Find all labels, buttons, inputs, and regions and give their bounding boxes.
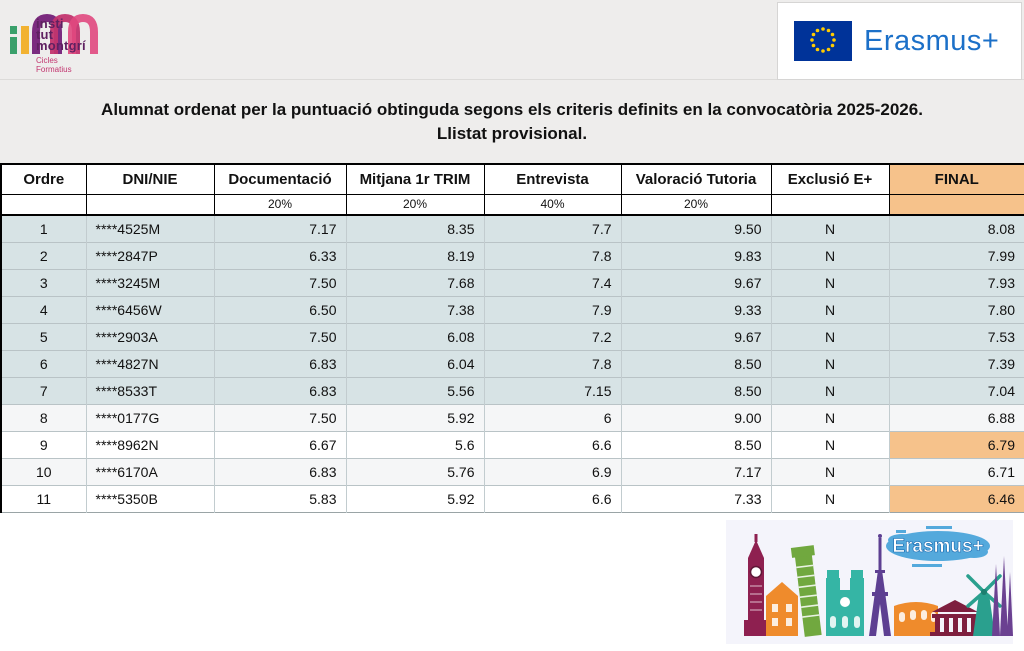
table-cell: N — [771, 404, 889, 431]
table-cell: 7.50 — [214, 323, 346, 350]
weight-cell — [771, 194, 889, 215]
table-cell: 8.50 — [621, 350, 771, 377]
weights-row — [1, 194, 1024, 215]
table-cell: ****3245M — [86, 269, 214, 296]
skyline-icon — [726, 520, 1013, 644]
table-cell: ****2903A — [86, 323, 214, 350]
school-name: insti tut montgrí — [36, 16, 86, 53]
table-body — [1, 215, 1024, 512]
col-header-mitjana: Mitjana 1r TRIM — [346, 164, 484, 194]
table-cell: ****4525M — [86, 215, 214, 242]
table-cell: 8.50 — [621, 377, 771, 404]
page-header — [0, 0, 1024, 163]
table-cell: N — [771, 377, 889, 404]
table-cell: 9.67 — [621, 269, 771, 296]
table-cell: ****8533T — [86, 377, 214, 404]
table-cell: 6.04 — [346, 350, 484, 377]
table-cell: 7.38 — [346, 296, 484, 323]
col-header-final: FINAL — [889, 164, 1024, 194]
table-cell: 5.92 — [346, 404, 484, 431]
table-cell: 9.00 — [621, 404, 771, 431]
table-cell: 7.9 — [484, 296, 621, 323]
table-cell: 6 — [484, 404, 621, 431]
table-cell: N — [771, 296, 889, 323]
table-cell: N — [771, 215, 889, 242]
table-cell: 7.15 — [484, 377, 621, 404]
table-cell: ****6456W — [86, 296, 214, 323]
table-cell: 6.79 — [889, 431, 1024, 458]
institut-montgri-logo — [6, 6, 126, 76]
table-cell: 6.50 — [214, 296, 346, 323]
table-cell: 7.8 — [484, 242, 621, 269]
col-header-ordre: Ordre — [1, 164, 86, 194]
title-line-2: Llistat provisional. — [436, 123, 588, 143]
table-cell: 6.9 — [484, 458, 621, 485]
eu-flag-icon — [794, 21, 852, 61]
table-cell: 6.88 — [889, 404, 1024, 431]
table-cell: 4 — [1, 296, 86, 323]
weight-cell — [1, 194, 86, 215]
weight-cell: 40% — [484, 194, 621, 215]
table-cell: 10 — [1, 458, 86, 485]
table-cell: 9 — [1, 431, 86, 458]
table-cell: 5.92 — [346, 485, 484, 512]
table-cell: ****0177G — [86, 404, 214, 431]
table-cell: 7.17 — [214, 215, 346, 242]
table-row — [1, 431, 1024, 458]
table-cell: 7.39 — [889, 350, 1024, 377]
table-cell: 6.83 — [214, 458, 346, 485]
table-cell: N — [771, 242, 889, 269]
table-row — [1, 215, 1024, 242]
table-cell: 6.83 — [214, 377, 346, 404]
weight-cell: 20% — [214, 194, 346, 215]
erasmus-skyline-illustration — [726, 520, 1013, 644]
table-cell: 5.83 — [214, 485, 346, 512]
table-cell: 8.19 — [346, 242, 484, 269]
table-cell: 7.50 — [214, 404, 346, 431]
weight-cell — [889, 194, 1024, 215]
table-cell: 9.67 — [621, 323, 771, 350]
table-cell: 7 — [1, 377, 86, 404]
table-cell: 7.99 — [889, 242, 1024, 269]
table-row — [1, 242, 1024, 269]
table-cell: 7.80 — [889, 296, 1024, 323]
svg-text:Erasmus+: Erasmus+ — [892, 535, 984, 557]
table-cell: N — [771, 350, 889, 377]
table-cell: 7.33 — [621, 485, 771, 512]
page-footer — [0, 513, 1024, 649]
table-cell: 6.08 — [346, 323, 484, 350]
col-header-dni: DNI/NIE — [86, 164, 214, 194]
table-cell: N — [771, 485, 889, 512]
table-cell: 9.50 — [621, 215, 771, 242]
table-cell: ****4827N — [86, 350, 214, 377]
table-cell: 8 — [1, 404, 86, 431]
table-cell: N — [771, 431, 889, 458]
table-cell: 7.2 — [484, 323, 621, 350]
col-header-entrevista: Entrevista — [484, 164, 621, 194]
table-cell: 7.04 — [889, 377, 1024, 404]
table-cell: 7.50 — [214, 269, 346, 296]
table-row — [1, 350, 1024, 377]
table-cell: 6 — [1, 350, 86, 377]
table-row — [1, 404, 1024, 431]
table-row — [1, 269, 1024, 296]
col-header-documentacio: Documentació — [214, 164, 346, 194]
table-cell: 6.67 — [214, 431, 346, 458]
table-cell: 2 — [1, 242, 86, 269]
table-cell: 7.4 — [484, 269, 621, 296]
weight-cell: 20% — [346, 194, 484, 215]
table-cell: N — [771, 458, 889, 485]
table-cell: 6.33 — [214, 242, 346, 269]
table-cell: 5.6 — [346, 431, 484, 458]
title-line-1: Alumnat ordenat per la puntuació obtinguda segons els criteris definits en la convocatòria 2025-2026. — [101, 99, 923, 119]
table-cell: 9.83 — [621, 242, 771, 269]
school-subtitle: Cicles Formatius — [36, 56, 72, 74]
table-cell: 7.8 — [484, 350, 621, 377]
table-row — [1, 485, 1024, 512]
logo-band — [0, 0, 1024, 80]
table-cell: 6.6 — [484, 485, 621, 512]
table-cell: 6.6 — [484, 431, 621, 458]
table-row — [1, 323, 1024, 350]
table-cell: 7.17 — [621, 458, 771, 485]
table-cell: 5 — [1, 323, 86, 350]
table-cell: ****8962N — [86, 431, 214, 458]
col-header-exclusio: Exclusió E+ — [771, 164, 889, 194]
table-cell: 6.46 — [889, 485, 1024, 512]
table-cell: ****6170A — [86, 458, 214, 485]
col-header-valoracio: Valoració Tutoria — [621, 164, 771, 194]
table-cell: 6.83 — [214, 350, 346, 377]
table-cell: 8.08 — [889, 215, 1024, 242]
weight-cell — [86, 194, 214, 215]
table-row — [1, 377, 1024, 404]
table-cell: 11 — [1, 485, 86, 512]
table-cell: 7.7 — [484, 215, 621, 242]
ranking-table — [0, 163, 1024, 513]
table-row — [1, 458, 1024, 485]
table-cell: ****5350B — [86, 485, 214, 512]
table-cell: 5.56 — [346, 377, 484, 404]
table-header — [1, 164, 1024, 215]
table-cell: 9.33 — [621, 296, 771, 323]
table-cell: 7.53 — [889, 323, 1024, 350]
table-cell: 6.71 — [889, 458, 1024, 485]
table-cell: 5.76 — [346, 458, 484, 485]
erasmus-wordmark: Erasmus+ — [864, 24, 1000, 57]
table-cell: ****2847P — [86, 242, 214, 269]
table-cell: N — [771, 269, 889, 296]
table-cell: 7.68 — [346, 269, 484, 296]
table-cell: 1 — [1, 215, 86, 242]
table-cell: 7.93 — [889, 269, 1024, 296]
table-cell: 3 — [1, 269, 86, 296]
page-title — [0, 80, 1024, 163]
table-cell: 8.35 — [346, 215, 484, 242]
table-cell: 8.50 — [621, 431, 771, 458]
table-row — [1, 296, 1024, 323]
header-row — [1, 164, 1024, 194]
table-cell: N — [771, 323, 889, 350]
weight-cell: 20% — [621, 194, 771, 215]
erasmus-plus-logo — [777, 2, 1022, 80]
